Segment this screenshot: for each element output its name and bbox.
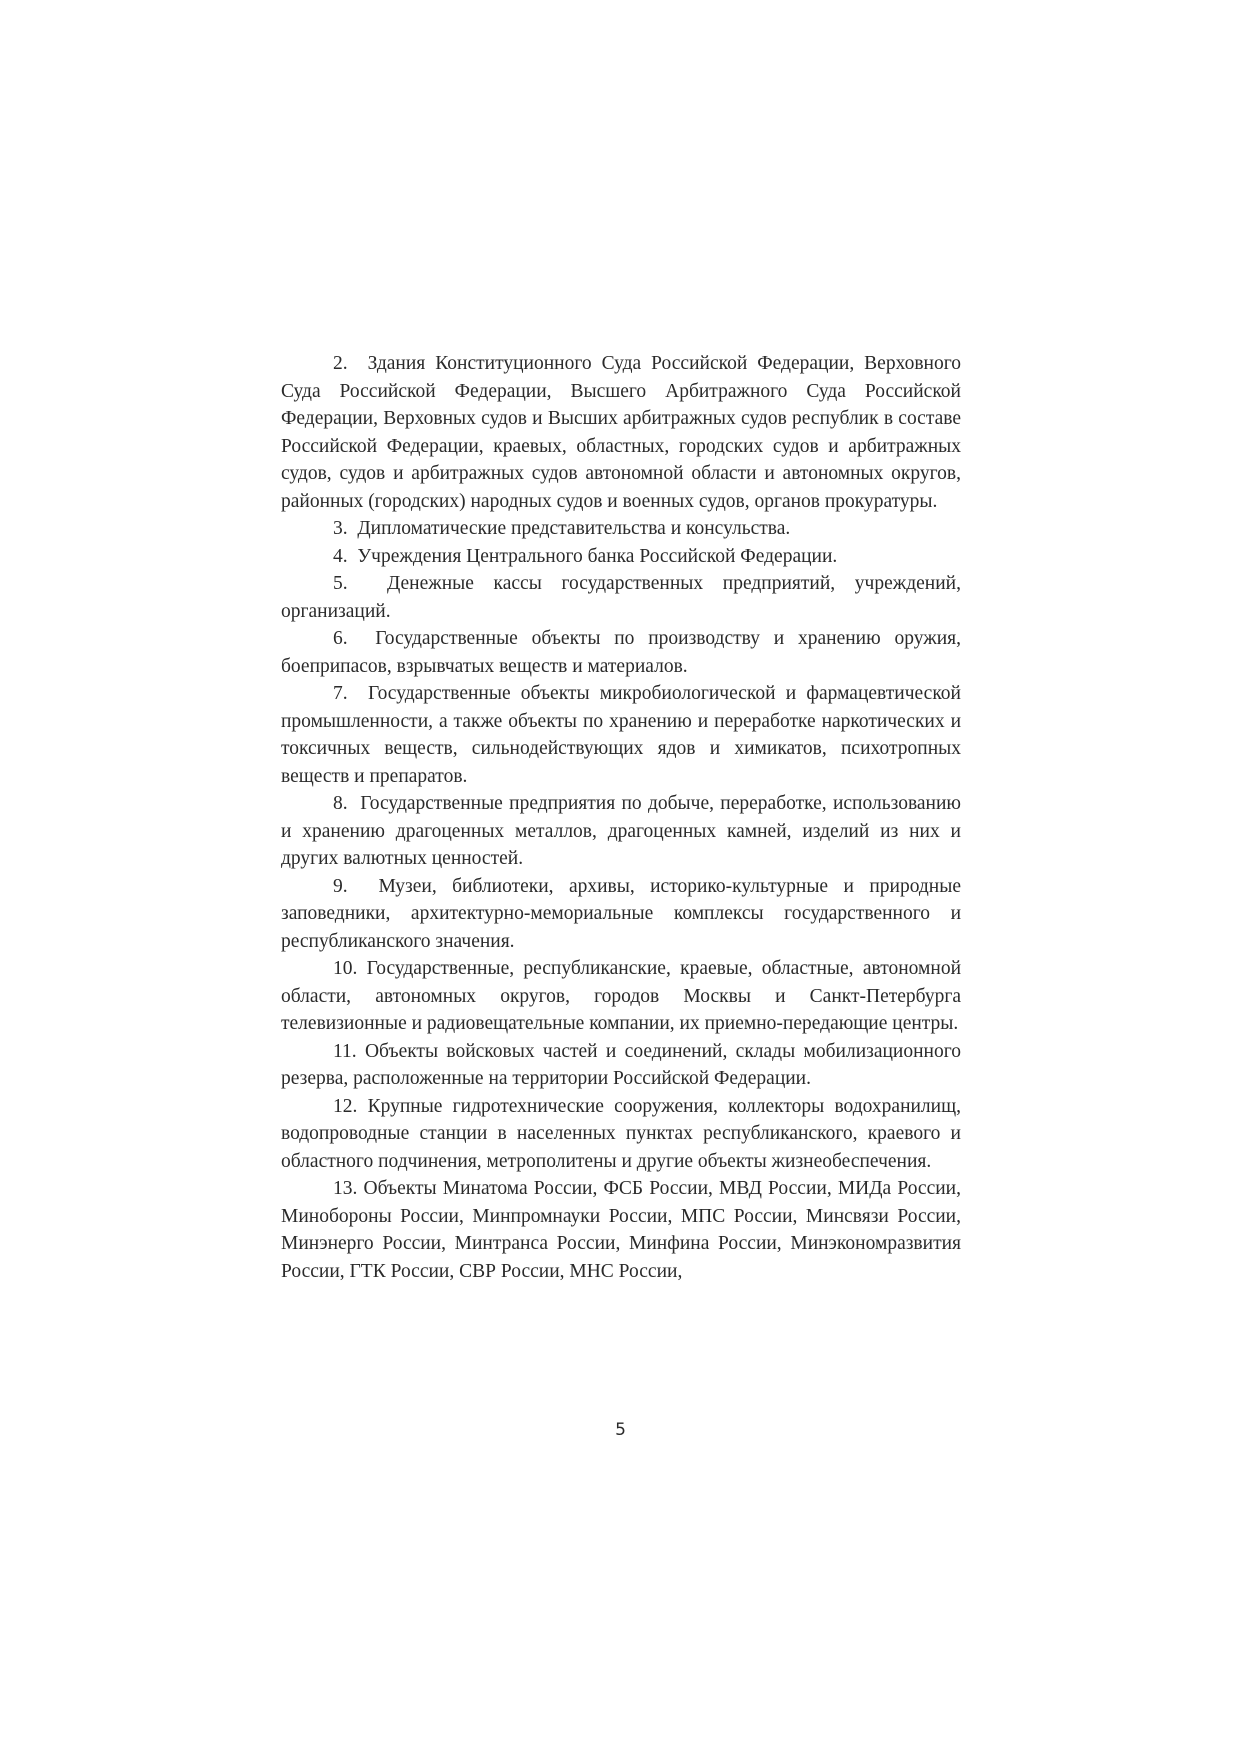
paragraph-item-9: 9. Музеи, библиотеки, архивы, историко-культурные и природные заповедники, архитектурно-мемориальные комплексы государственного и республиканского значения. xyxy=(281,875,961,952)
body-text xyxy=(281,350,961,1285)
paragraph-item-5: 5. Денежные кассы государственных предприятий, учреждений, организаций. xyxy=(281,573,961,622)
paragraph-item-11: 11. Объекты войсковых частей и соединений, склады мобилизационного резерва, расположенные на территории Российской Федерации. xyxy=(281,1040,961,1089)
paragraph-item-4: 4. Учреждения Центрального банка Российской Федерации. xyxy=(333,545,838,567)
paragraph-item-10: 10. Государственные, республиканские, краевые, областные, автономной области, автономных округов, городов Москвы и Санкт-Петербурга телевизионные и радиовещательные компании, их приемно-передающие центры. xyxy=(281,958,961,1034)
paragraph-item-13: 13. Объекты Минатома России, ФСБ России, МВД России, МИДа России, Минобороны России, Минпромнауки России, МПС России, Минсвязи России, Минэнерго России, Минтранса России, Минфина России, Минэкономразвития России, ГТК России, СВР России, МНС России, xyxy=(281,1178,961,1282)
paragraph-item-7: 7. Государственные объекты микробиологической и фармацевтической промышленности, а также объекты по хранению и переработке наркотических и токсичных веществ, сильнодействующих ядов и химикатов, психотропных веществ и препаратов. xyxy=(281,683,961,787)
paragraph-item-6: 6. Государственные объекты по производству и хранению оружия, боеприпасов, взрывчатых веществ и материалов. xyxy=(281,628,961,677)
page-number: 5 xyxy=(615,1420,626,1440)
paragraph-item-3: 3. Дипломатические представительства и консульства. xyxy=(333,518,791,539)
paragraph-item-12: 12. Крупные гидротехнические сооружения, коллекторы водохранилищ, водопроводные станции в населенных пунктах республиканского, краевого и областного подчинения, метрополитены и другие объекты жизнеобеспечения. xyxy=(281,1095,961,1172)
paragraph-item-8: 8. Государственные предприятия по добыче, переработке, использованию и хранению драгоценных металлов, драгоценных камней, изделий из них и других валютных ценностей. xyxy=(281,793,961,869)
paragraph-item-2: 2. Здания Конституционного Суда Российской Федерации, Верховного Суда Российской Федерации, Высшего Арбитражного Суда Российской Федерации, Верховных судов и Высших арбитражных судов республик в составе Российской Федерации, краевых, областных, городских судов и арбитражных судов, судов и арбитражных судов автономной области и автономных округов, районных (городских) народных судов и военных судов, органов прокуратуры. xyxy=(281,353,961,512)
